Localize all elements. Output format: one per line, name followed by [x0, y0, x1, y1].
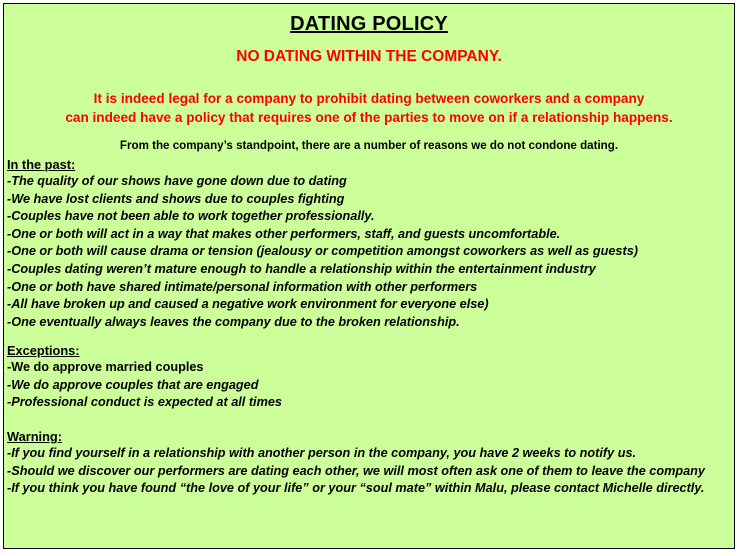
intro-text: From the company’s standpoint, there are a number of reasons we do not condone dating. [119, 139, 619, 152]
legal-line: It is indeed legal for a company to prohibit dating between coworkers and a company [93, 91, 645, 106]
list-item: -The quality of our shows have gone down due to dating [7, 174, 347, 188]
section-heading: Warning: [7, 429, 62, 444]
list-item: -If you think you have found “the love of your life” or your “soul mate” within Malu, please contact Michelle directly. [7, 481, 705, 496]
list-item: -One or both will act in a way that makes other performers, staff, and guests uncomfortable. [7, 226, 561, 241]
document-title: DATING POLICY [290, 13, 448, 35]
document-subtitle: NO DATING WITHIN THE COMPANY. [236, 48, 502, 65]
section-heading: In the past: [7, 157, 76, 172]
list-item: -Should we discover our performers are dating each other, we will most often ask one of them to leave the company [7, 463, 705, 478]
list-item: -One eventually always leaves the company due to the broken relationship. [7, 314, 460, 329]
list-item: -One or both will cause drama or tension (jealousy or competition amongst coworkers as well as guests) [7, 244, 638, 259]
legal-notice [4, 90, 734, 127]
list-item: -All have broken up and caused a negative work environment for everyone else) [7, 297, 489, 312]
section-warning [7, 428, 732, 498]
list-item: -Couples have not been able to work together professionally. [7, 209, 375, 224]
list-item: -Couples dating weren’t mature enough to handle a relationship within the entertainment industry [7, 261, 596, 276]
legal-line: can indeed have a policy that requires one of the parties to move on if a relationship happens. [65, 109, 673, 125]
policy-document [3, 3, 735, 549]
list-item: -We do approve couples that are engaged [7, 377, 259, 392]
list-item: -If you find yourself in a relationship with another person in the company, you have 2 weeks to notify us. [7, 446, 637, 460]
section-exceptions [7, 342, 732, 412]
list-item: -One or both have shared intimate/personal information with other performers [7, 279, 478, 294]
section-in-the-past [7, 156, 732, 331]
list-item: -We do approve married couples [7, 360, 204, 374]
list-item: -Professional conduct is expected at all times [7, 395, 282, 410]
list-item: -We have lost clients and shows due to couples fighting [7, 191, 345, 206]
section-heading: Exceptions: [7, 343, 80, 358]
